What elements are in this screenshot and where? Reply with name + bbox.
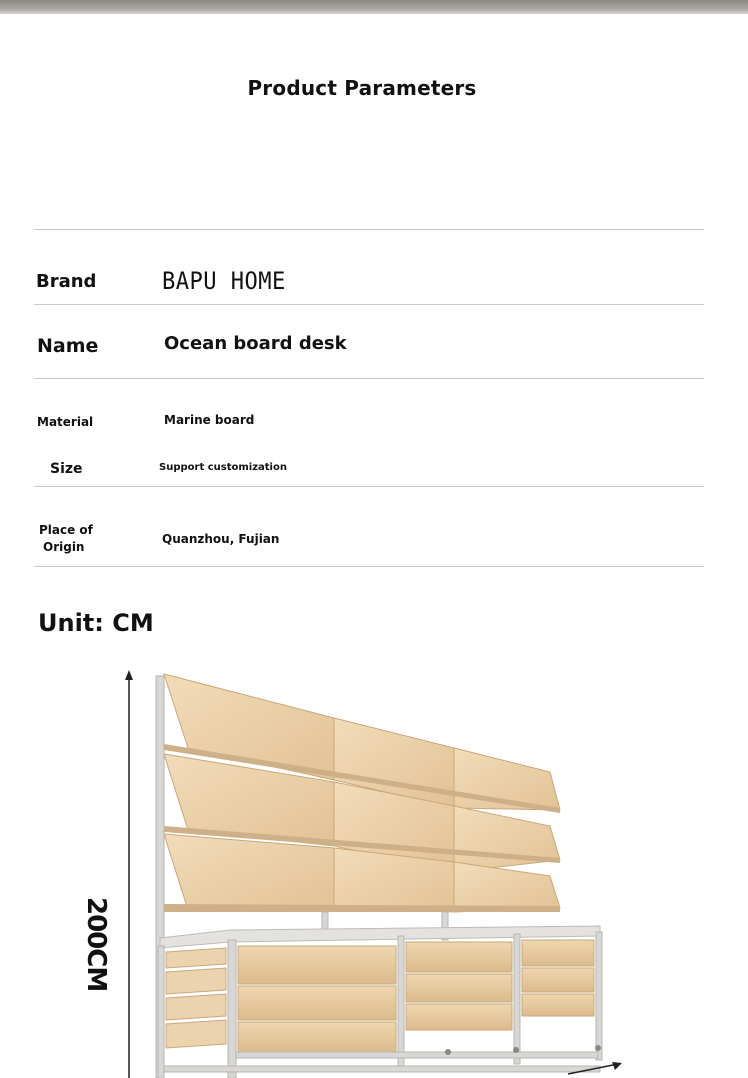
name-label: Name	[37, 335, 99, 357]
material-label: Material	[37, 415, 94, 429]
arrow-head-icon	[612, 1062, 622, 1070]
divider	[34, 378, 704, 379]
page-title: Product Parameters	[247, 76, 477, 100]
size-value: Support customization	[159, 462, 287, 473]
lower-cabinet	[158, 926, 602, 1078]
divider	[34, 486, 704, 487]
origin-value: Quanzhou, Fujian	[162, 532, 280, 546]
divider	[34, 566, 704, 567]
arrow-head-icon	[125, 670, 133, 680]
origin-label-line2: Origin	[43, 540, 85, 554]
size-label: Size	[50, 461, 83, 477]
unit-label: Unit: CM	[38, 609, 154, 637]
display-shelf-image	[70, 660, 690, 1078]
origin-label-line1: Place of	[39, 523, 93, 537]
brand-label: Brand	[36, 271, 97, 292]
divider	[34, 304, 704, 305]
material-value: Marine board	[164, 413, 255, 427]
brand-value: BAPU HOME	[162, 267, 286, 295]
divider	[34, 229, 704, 230]
height-dimension-label: 200CM	[81, 897, 111, 992]
name-value: Ocean board desk	[164, 333, 347, 354]
top-photo-strip	[0, 0, 748, 14]
origin-label	[39, 522, 93, 556]
